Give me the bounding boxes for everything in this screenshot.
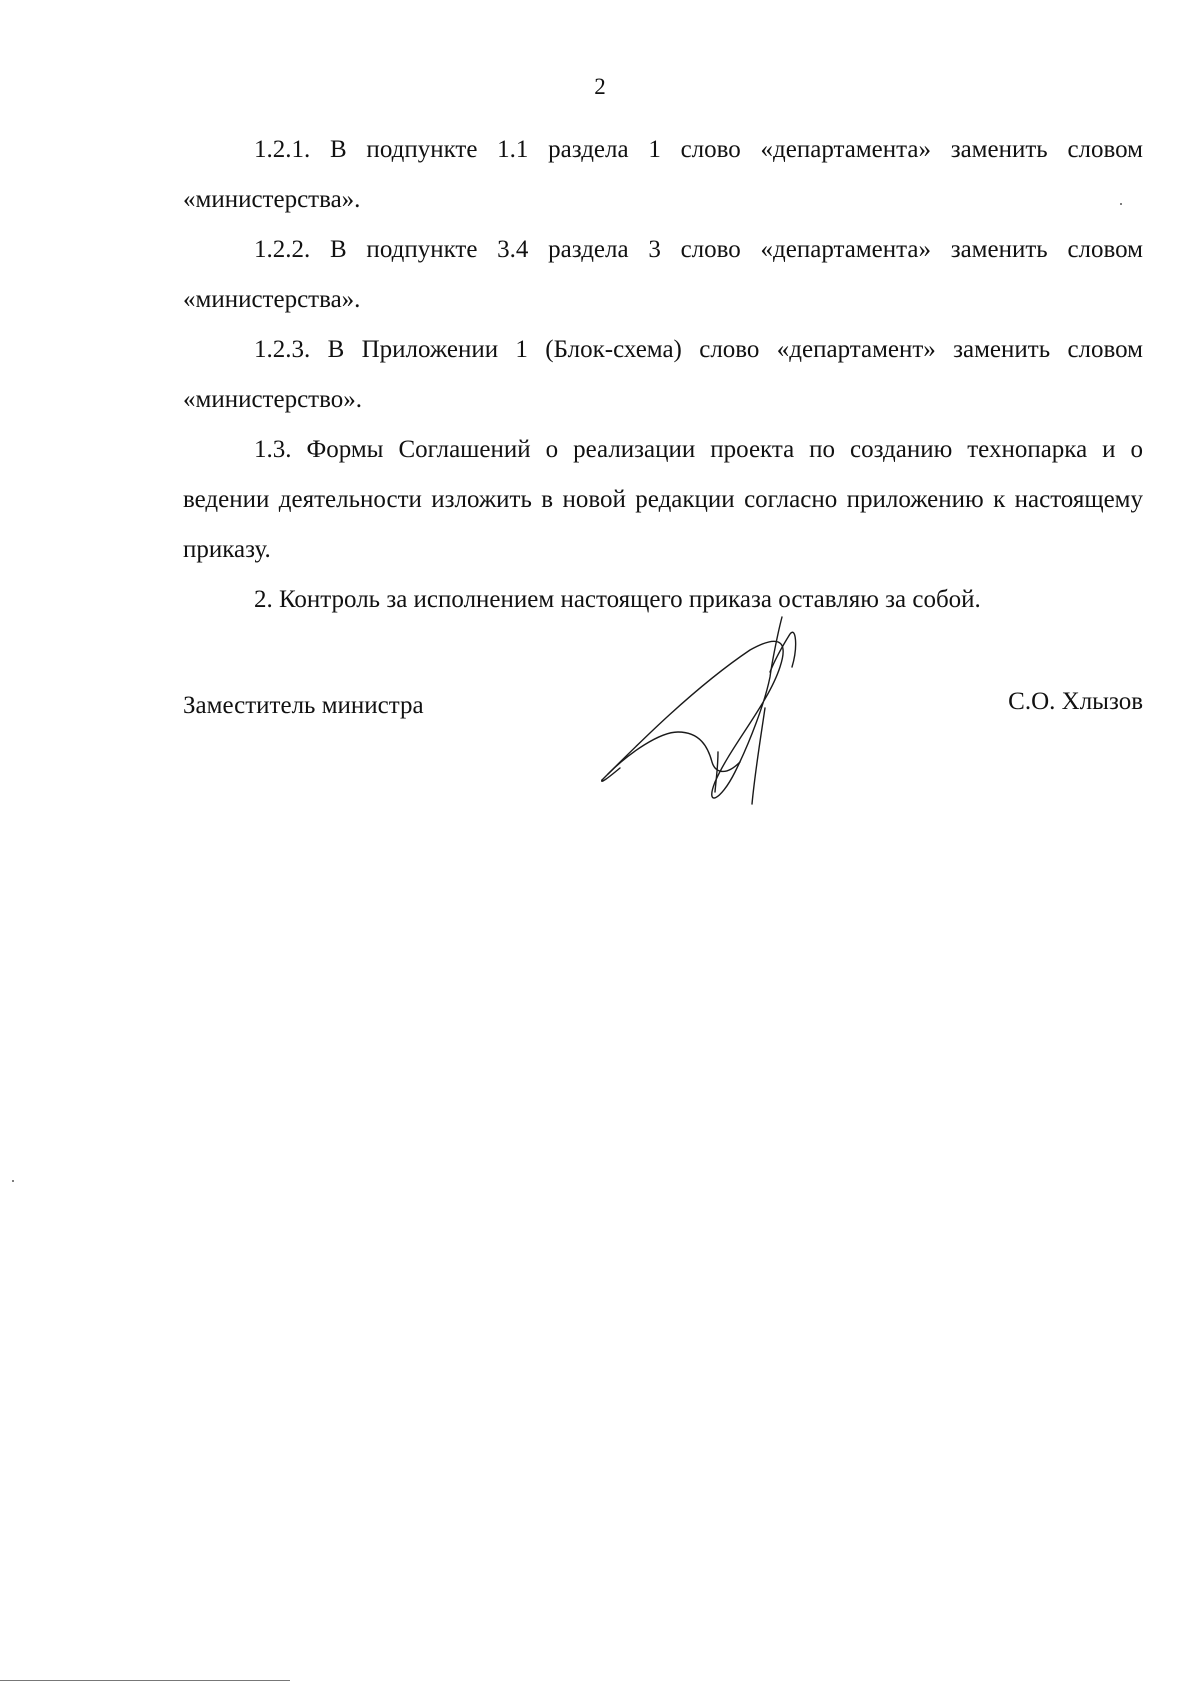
paragraph-1-2-2: 1.2.2. В подпункте 3.4 раздела 3 слово «департамента» заменить словом «министерства». [183, 236, 1143, 313]
signatory-title: Заместитель министра [183, 692, 424, 719]
page-number: 2 [594, 74, 606, 99]
scan-artifact-dot [12, 1180, 14, 1182]
paragraph-1-2-3: 1.2.3. В Приложении 1 (Блок-схема) слово «департамент» заменить словом «министерство». [183, 336, 1143, 413]
paragraph-1-3: 1.3. Формы Соглашений о реализации проекта по созданию технопарка и о ведении деятельности изложить в новой редакции согласно приложению к настоящему приказу. [183, 436, 1143, 563]
signatory-name: С.О. Хлызов [1008, 688, 1143, 715]
handwritten-signature [600, 612, 860, 812]
paragraph-1-2-1: 1.2.1. В подпункте 1.1 раздела 1 слово «департамента» заменить словом «министерства». [183, 136, 1143, 213]
paragraph-2: 2. Контроль за исполнением настоящего приказа оставляю за собой. [254, 586, 981, 613]
scan-artifact-dot [1120, 203, 1122, 205]
scan-artifact-line [0, 1680, 290, 1681]
document-body [183, 125, 1143, 625]
